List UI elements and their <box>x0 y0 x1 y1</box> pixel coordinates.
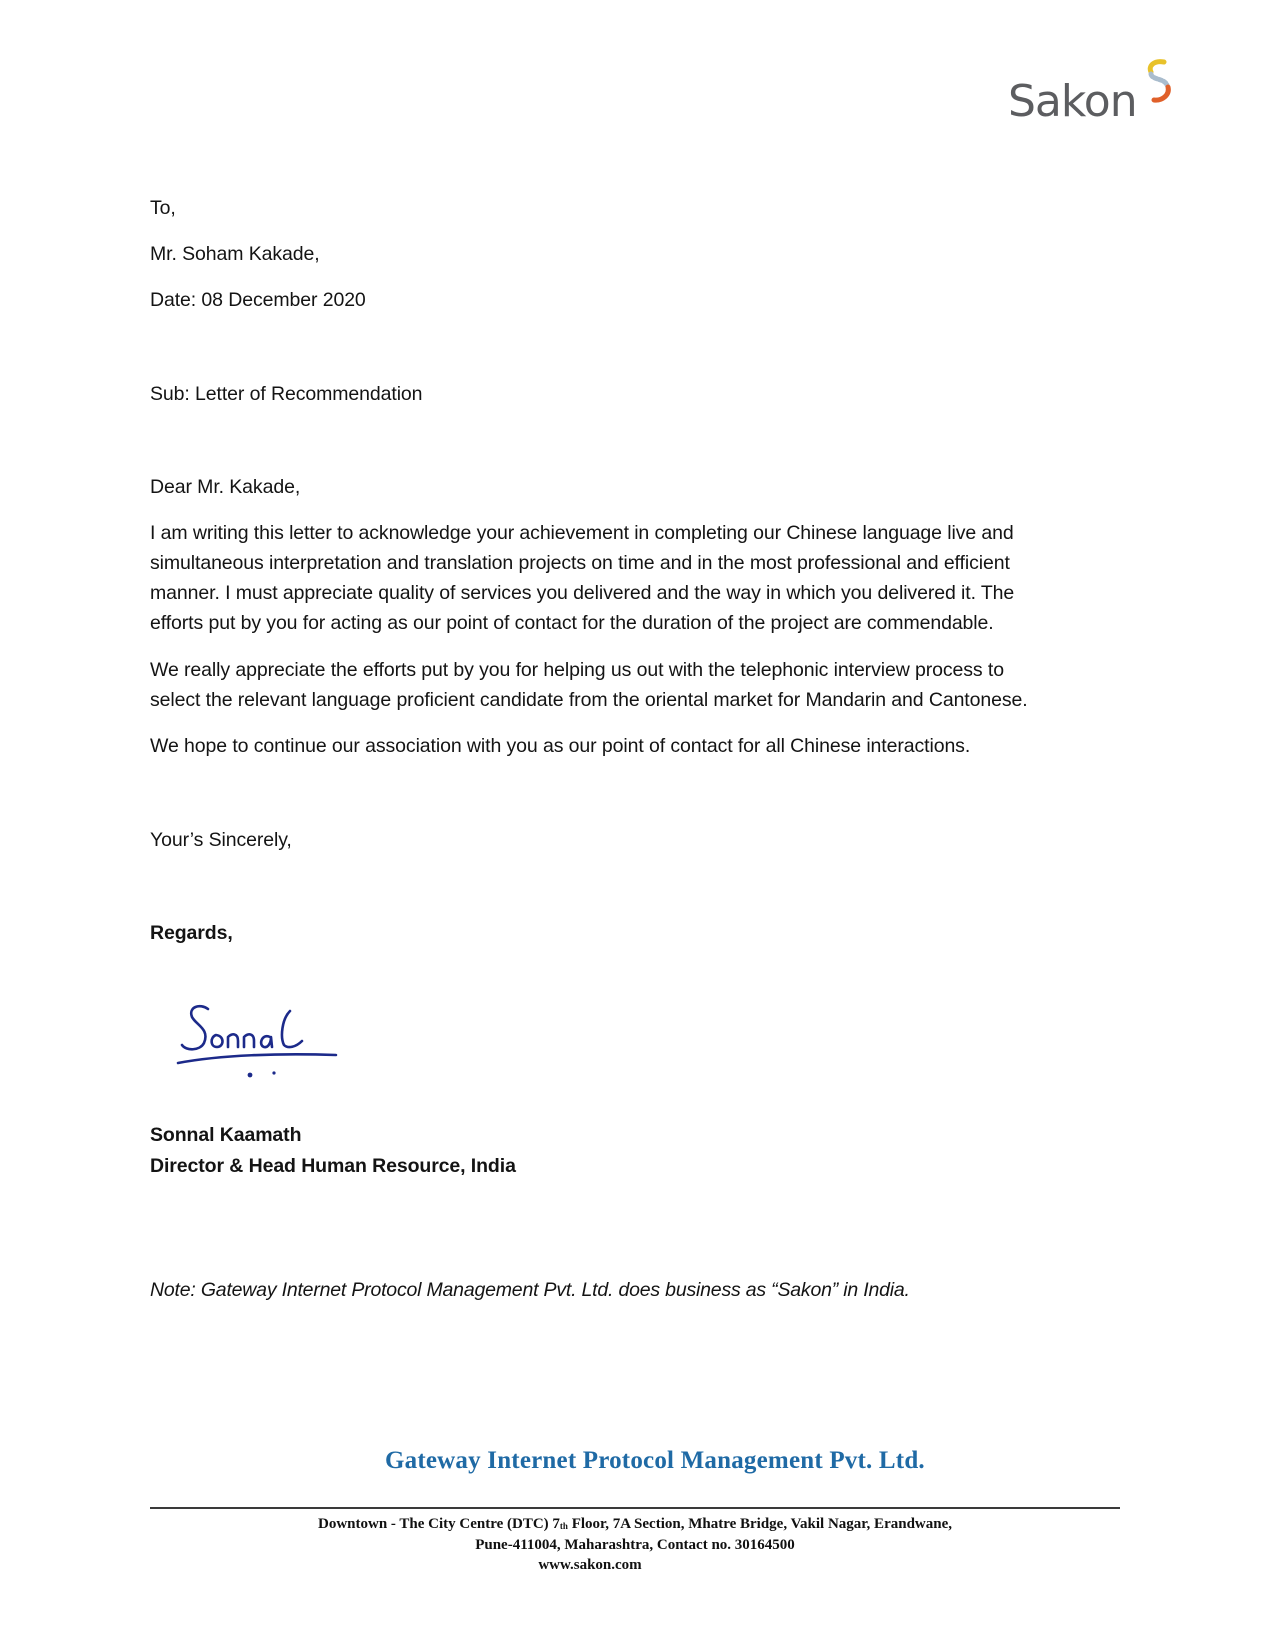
recipient-name: Mr. Soham Kakade, <box>150 243 320 265</box>
paragraph-line: manner. I must appreciate quality of services you delivered and the way in which you delivered it. The <box>150 582 1015 604</box>
body-paragraph-2 <box>150 655 1130 715</box>
business-note: Note: Gateway Internet Protocol Management Pvt. Ltd. does business as “Sakon” in India. <box>150 1279 910 1301</box>
handwritten-signature <box>170 995 350 1090</box>
sakon-swirl-icon <box>1142 58 1176 108</box>
paragraph-line: We really appreciate the efforts put by you for helping us out with the telephonic interview process to <box>150 659 1004 681</box>
closing-line: Your’s Sincerely, <box>150 829 292 851</box>
logo-wordmark: Sakon <box>1008 76 1137 127</box>
footer-divider <box>150 1507 1120 1509</box>
footer-website-link[interactable]: www.sakon.com <box>538 1557 642 1573</box>
letter-date: Date: 08 December 2020 <box>150 289 366 311</box>
regards-line: Regards, <box>150 922 233 944</box>
body-paragraph-3 <box>150 731 1130 761</box>
paragraph-line: simultaneous interpretation and translation projects on time and in the most professional and efficient <box>150 552 1010 574</box>
paragraph-line: We hope to continue our association with you as our point of contact for all Chinese interactions. <box>150 735 971 757</box>
footer-address-line-2: Pune-411004, Maharashtra, Contact no. 30164500 <box>475 1537 795 1553</box>
signatory-title: Director & Head Human Resource, India <box>150 1155 516 1177</box>
paragraph-line: I am writing this letter to acknowledge your achievement in completing our Chinese language live and <box>150 522 1014 544</box>
paragraph-line: select the relevant language proficient candidate from the oriental market for Mandarin and Cantonese. <box>150 689 1028 711</box>
signatory-name: Sonnal Kaamath <box>150 1124 302 1146</box>
footer-company-name: Gateway Internet Protocol Management Pvt. Ltd. <box>385 1447 925 1474</box>
company-logo <box>1008 68 1178 128</box>
subject-line: Sub: Letter of Recommendation <box>150 383 423 405</box>
to-line: To, <box>150 197 176 219</box>
salutation: Dear Mr. Kakade, <box>150 476 301 498</box>
body-paragraph-1 <box>150 518 1130 638</box>
paragraph-line: efforts put by you for acting as our point of contact for the duration of the project are commendable. <box>150 612 994 634</box>
footer-address <box>150 1514 1120 1575</box>
footer-address-line-1: Downtown - The City Centre (DTC) $7_{th}$ Floor, 7A Section, Mhatre Bridge, Vakil Nagar, Erandwane, <box>317 1516 952 1532</box>
